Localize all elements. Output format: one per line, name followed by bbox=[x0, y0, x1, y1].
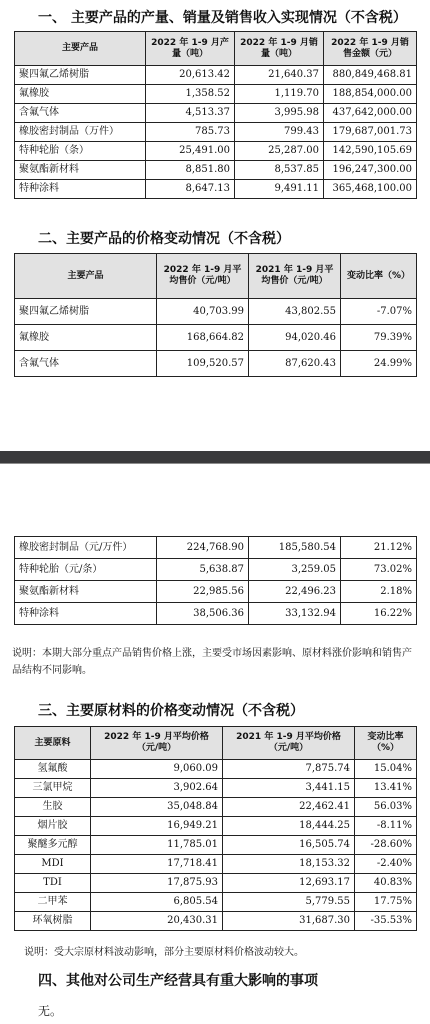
material-name: 氢氟酸 bbox=[15, 760, 91, 779]
change-ratio: 24.99% bbox=[341, 351, 417, 377]
price-2021: 12,693.17 bbox=[223, 874, 355, 893]
change-ratio: 21.12% bbox=[341, 537, 417, 559]
output-value: 4,513.37 bbox=[146, 104, 235, 123]
page-break-divider bbox=[0, 463, 430, 464]
header-cell: 主要产品 bbox=[15, 254, 157, 299]
header-cell: 主要原料 bbox=[15, 727, 91, 760]
price-2021: 18,444.25 bbox=[223, 817, 355, 836]
sales-volume: 25,287.00 bbox=[235, 142, 324, 161]
price-2021: 87,620.43 bbox=[249, 351, 341, 377]
change-ratio: 16.22% bbox=[341, 603, 417, 625]
sales-volume: 799.43 bbox=[235, 123, 324, 142]
sales-amount: 179,687,001.73 bbox=[324, 123, 417, 142]
product-name: 聚氨酯新材料 bbox=[15, 161, 146, 180]
table-row bbox=[15, 66, 417, 85]
raw-material-price-table bbox=[14, 726, 417, 931]
price-2022: 35,048.84 bbox=[91, 798, 223, 817]
price-2022: 40,703.99 bbox=[157, 299, 249, 325]
change-ratio: 56.03% bbox=[355, 798, 417, 817]
table-row bbox=[15, 798, 417, 817]
section4-title: 四、其他对公司生产经营具有重大影响的事项 bbox=[38, 973, 318, 989]
output-value: 785.73 bbox=[146, 123, 235, 142]
change-ratio: -2.40% bbox=[355, 855, 417, 874]
header-cell: 2022 年 1-9 月平均售价（元/吨） bbox=[157, 254, 249, 299]
price-2021: 5,779.55 bbox=[223, 893, 355, 912]
material-name: MDI bbox=[15, 855, 91, 874]
product-price-table-part1 bbox=[14, 253, 417, 377]
section4-body: 无。 bbox=[38, 1004, 63, 1018]
section2-title: 二、主要产品的价格变动情况（不含税） bbox=[38, 231, 290, 247]
section1-title: 一、 主要产品的产量、销量及销售收入实现情况（不含税） bbox=[38, 10, 407, 26]
header-cell: 主要产品 bbox=[15, 32, 146, 66]
change-ratio: 15.04% bbox=[355, 760, 417, 779]
table-row bbox=[15, 581, 417, 603]
price-2022: 38,506.36 bbox=[157, 603, 249, 625]
change-ratio: 73.02% bbox=[341, 559, 417, 581]
table-row bbox=[15, 912, 417, 931]
material-name: 二甲苯 bbox=[15, 893, 91, 912]
price-2022: 109,520.57 bbox=[157, 351, 249, 377]
change-ratio: 17.75% bbox=[355, 893, 417, 912]
production-sales-table bbox=[14, 31, 417, 199]
table-row bbox=[15, 760, 417, 779]
change-ratio: 79.39% bbox=[341, 325, 417, 351]
price-2021: 94,020.46 bbox=[249, 325, 341, 351]
sales-volume: 1,119.70 bbox=[235, 85, 324, 104]
sales-amount: 365,468,100.00 bbox=[324, 180, 417, 199]
product-name: 特种轮胎（元/条） bbox=[15, 559, 157, 581]
sales-amount: 880,849,468.81 bbox=[324, 66, 417, 85]
header-cell: 变动比率（%） bbox=[341, 254, 417, 299]
material-name: 环氧树脂 bbox=[15, 912, 91, 931]
table-row bbox=[15, 817, 417, 836]
product-name: 特种轮胎（条） bbox=[15, 142, 146, 161]
table-row bbox=[15, 559, 417, 581]
price-2022: 11,785.01 bbox=[91, 836, 223, 855]
price-2021: 31,687.30 bbox=[223, 912, 355, 931]
material-name: TDI bbox=[15, 874, 91, 893]
table-row bbox=[15, 537, 417, 559]
product-name: 橡胶密封制品（元/万件） bbox=[15, 537, 157, 559]
change-ratio: -35.53% bbox=[355, 912, 417, 931]
header-cell: 2021 年 1-9 月平均价格（元/吨） bbox=[223, 727, 355, 760]
price-2022: 17,718.41 bbox=[91, 855, 223, 874]
price-2021: 22,496.23 bbox=[249, 581, 341, 603]
header-cell: 2022 年 1-9 月产量（吨） bbox=[146, 32, 235, 66]
product-name: 氟橡胶 bbox=[15, 325, 157, 351]
header-cell: 变动比率（%） bbox=[355, 727, 417, 760]
price-2021: 3,259.05 bbox=[249, 559, 341, 581]
table-row bbox=[15, 351, 417, 377]
product-name: 氟橡胶 bbox=[15, 85, 146, 104]
section3-title: 三、主要原材料的价格变动情况（不含税） bbox=[38, 703, 304, 719]
table-row bbox=[15, 603, 417, 625]
table-header-row bbox=[15, 32, 417, 66]
table-row bbox=[15, 325, 417, 351]
price-2022: 6,805.54 bbox=[91, 893, 223, 912]
table-row bbox=[15, 161, 417, 180]
change-ratio: -28.60% bbox=[355, 836, 417, 855]
material-name: 生胶 bbox=[15, 798, 91, 817]
price-2022: 16,949.21 bbox=[91, 817, 223, 836]
product-name: 特种涂料 bbox=[15, 180, 146, 199]
table-header-row bbox=[15, 254, 417, 299]
price-2021: 22,462.41 bbox=[223, 798, 355, 817]
material-name: 三氯甲烷 bbox=[15, 779, 91, 798]
table-row bbox=[15, 180, 417, 199]
product-price-table-part2 bbox=[14, 536, 417, 625]
price-2021: 7,875.74 bbox=[223, 760, 355, 779]
output-value: 8,647.13 bbox=[146, 180, 235, 199]
table-row bbox=[15, 299, 417, 325]
table-row bbox=[15, 123, 417, 142]
output-value: 1,358.52 bbox=[146, 85, 235, 104]
price-2022: 9,060.09 bbox=[91, 760, 223, 779]
table-row bbox=[15, 142, 417, 161]
table-header-row bbox=[15, 727, 417, 760]
header-cell: 2021 年 1-9 月平均售价（元/吨） bbox=[249, 254, 341, 299]
price-2022: 3,902.64 bbox=[91, 779, 223, 798]
header-cell: 2022 年 1-9 月平均价格（元/吨） bbox=[91, 727, 223, 760]
table-row bbox=[15, 855, 417, 874]
sales-volume: 3,995.98 bbox=[235, 104, 324, 123]
table-row bbox=[15, 893, 417, 912]
sales-amount: 196,247,300.00 bbox=[324, 161, 417, 180]
price-2021: 16,505.74 bbox=[223, 836, 355, 855]
table-row bbox=[15, 779, 417, 798]
product-name: 含氟气体 bbox=[15, 104, 146, 123]
header-cell: 2022 年 1-9 月销售金额（元） bbox=[324, 32, 417, 66]
change-ratio: 40.83% bbox=[355, 874, 417, 893]
change-ratio: 2.18% bbox=[341, 581, 417, 603]
header-cell: 2022 年 1-9 月销量（吨） bbox=[235, 32, 324, 66]
price-2021: 185,580.54 bbox=[249, 537, 341, 559]
sales-volume: 8,537.85 bbox=[235, 161, 324, 180]
price-2022: 17,875.93 bbox=[91, 874, 223, 893]
price-2022: 224,768.90 bbox=[157, 537, 249, 559]
product-name: 聚氨酯新材料 bbox=[15, 581, 157, 603]
material-name: 聚醚多元醇 bbox=[15, 836, 91, 855]
price-2022: 168,664.82 bbox=[157, 325, 249, 351]
product-name: 聚四氟乙烯树脂 bbox=[15, 299, 157, 325]
table-row bbox=[15, 836, 417, 855]
price-2022: 20,430.31 bbox=[91, 912, 223, 931]
table-row bbox=[15, 104, 417, 123]
sales-volume: 9,491.11 bbox=[235, 180, 324, 199]
product-name: 特种涂料 bbox=[15, 603, 157, 625]
price-2021: 33,132.94 bbox=[249, 603, 341, 625]
sales-volume: 21,640.37 bbox=[235, 66, 324, 85]
section2-note: 说明：本期大部分重点产品销售价格上涨，主要受市场因素影响、原材料涨价影响和销售产品结构不同影响。 bbox=[12, 648, 412, 676]
change-ratio: -8.11% bbox=[355, 817, 417, 836]
change-ratio: -7.07% bbox=[341, 299, 417, 325]
product-name: 含氟气体 bbox=[15, 351, 157, 377]
output-value: 20,613.42 bbox=[146, 66, 235, 85]
price-2021: 43,802.55 bbox=[249, 299, 341, 325]
sales-amount: 437,642,000.00 bbox=[324, 104, 417, 123]
price-2022: 5,638.87 bbox=[157, 559, 249, 581]
output-value: 8,851.80 bbox=[146, 161, 235, 180]
page-break bbox=[0, 451, 430, 463]
product-name: 聚四氟乙烯树脂 bbox=[15, 66, 146, 85]
price-2022: 22,985.56 bbox=[157, 581, 249, 603]
sales-amount: 188,854,000.00 bbox=[324, 85, 417, 104]
section3-note: 说明：受大宗原材料波动影响，部分主要原材料价格波动较大。 bbox=[24, 947, 304, 958]
price-2021: 3,441.15 bbox=[223, 779, 355, 798]
table-row bbox=[15, 85, 417, 104]
price-2021: 18,153.32 bbox=[223, 855, 355, 874]
material-name: 烟片胶 bbox=[15, 817, 91, 836]
product-name: 橡胶密封制品（万件） bbox=[15, 123, 146, 142]
sales-amount: 142,590,105.69 bbox=[324, 142, 417, 161]
table-row bbox=[15, 874, 417, 893]
output-value: 25,491.00 bbox=[146, 142, 235, 161]
change-ratio: 13.41% bbox=[355, 779, 417, 798]
